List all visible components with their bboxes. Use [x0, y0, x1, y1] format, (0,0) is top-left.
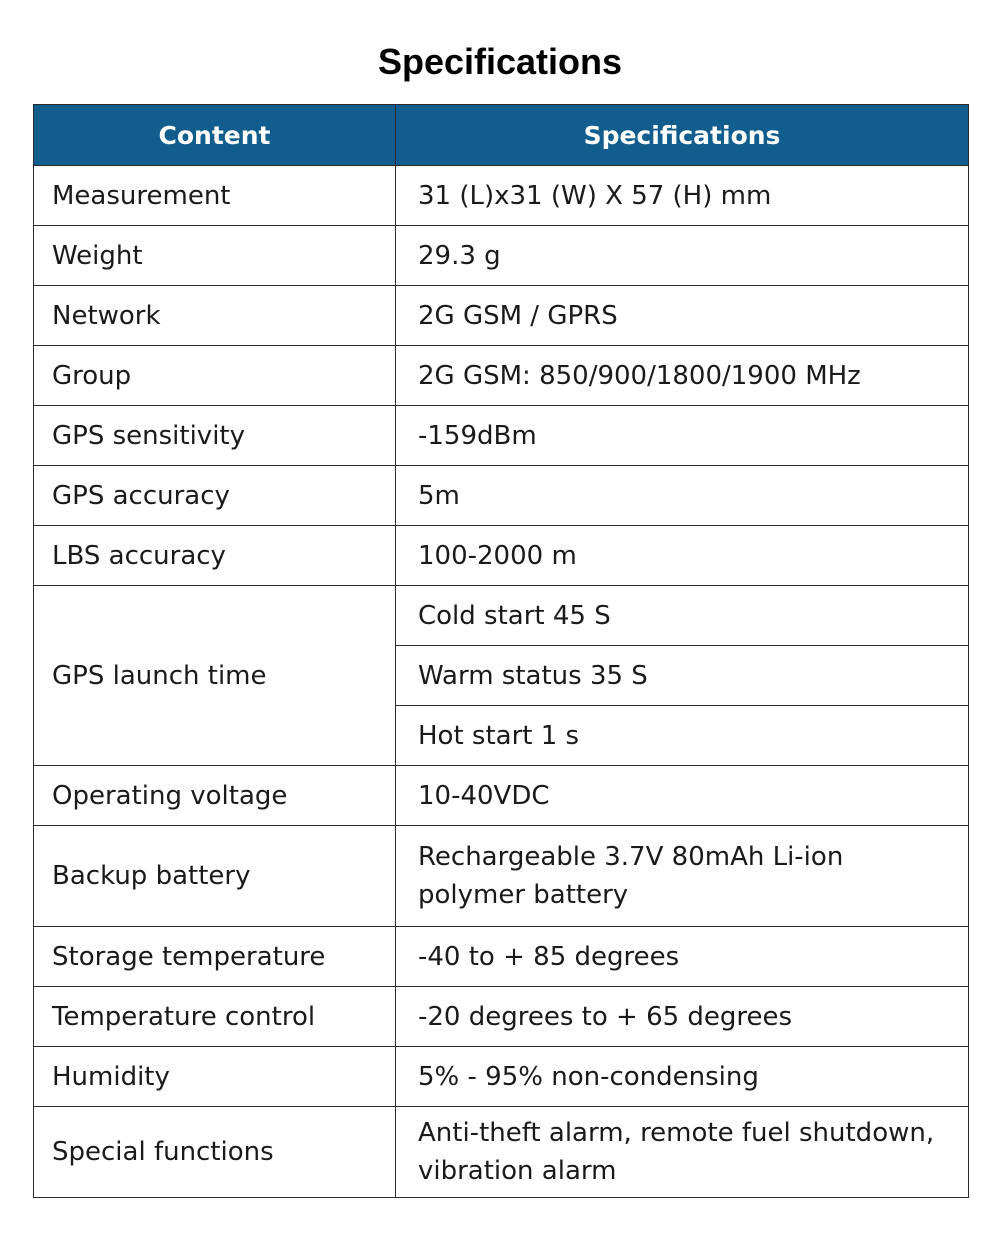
spec-value: -159dBm — [396, 406, 969, 466]
spec-value: 5% - 95% non-condensing — [396, 1047, 969, 1107]
table-row — [34, 826, 969, 927]
spec-label: GPS accuracy — [34, 466, 396, 526]
spec-label: GPS sensitivity — [34, 406, 396, 466]
spec-label: Measurement — [34, 166, 396, 226]
table-row — [34, 927, 969, 987]
table-row — [34, 346, 969, 406]
specifications-table — [33, 104, 969, 1198]
table-row — [34, 1047, 969, 1107]
spec-label: Group — [34, 346, 396, 406]
spec-label: Backup battery — [34, 826, 396, 927]
table-row — [34, 586, 969, 646]
spec-value: Cold start 45 S — [396, 586, 969, 646]
page-title: Specifications — [377, 41, 623, 82]
table-row — [34, 466, 969, 526]
column-header-content: Content — [34, 105, 396, 166]
spec-value: 29.3 g — [396, 226, 969, 286]
spec-label: Network — [34, 286, 396, 346]
spec-label: LBS accuracy — [34, 526, 396, 586]
spec-label: GPS launch time — [34, 586, 396, 766]
spec-value: Anti-theft alarm, remote fuel shutdown, vibration alarm — [396, 1107, 969, 1198]
table-row — [34, 987, 969, 1047]
table-row — [34, 766, 969, 826]
spec-value: -40 to + 85 degrees — [396, 927, 969, 987]
spec-label: Special functions — [34, 1107, 396, 1198]
spec-value: 10-40VDC — [396, 766, 969, 826]
column-header-specifications: Specifications — [396, 105, 969, 166]
table-row — [34, 286, 969, 346]
spec-value: Warm status 35 S — [396, 646, 969, 706]
spec-value: 2G GSM / GPRS — [396, 286, 969, 346]
table-header-row — [34, 105, 969, 166]
spec-value: Hot start 1 s — [396, 706, 969, 766]
spec-value: 100-2000 m — [396, 526, 969, 586]
spec-label: Operating voltage — [34, 766, 396, 826]
table-row — [34, 406, 969, 466]
spec-label: Humidity — [34, 1047, 396, 1107]
spec-label: Temperature control — [34, 987, 396, 1047]
spec-value: 31 (L)x31 (W) X 57 (H) mm — [396, 166, 969, 226]
table-row — [34, 526, 969, 586]
table-row — [34, 226, 969, 286]
spec-value: 5m — [396, 466, 969, 526]
table-row — [34, 166, 969, 226]
spec-label: Weight — [34, 226, 396, 286]
spec-value: Rechargeable 3.7V 80mAh Li-ion polymer battery — [396, 826, 969, 927]
table-row — [34, 1107, 969, 1198]
spec-label: Storage temperature — [34, 927, 396, 987]
spec-value: -20 degrees to + 65 degrees — [396, 987, 969, 1047]
spec-value: 2G GSM: 850/900/1800/1900 MHz — [396, 346, 969, 406]
